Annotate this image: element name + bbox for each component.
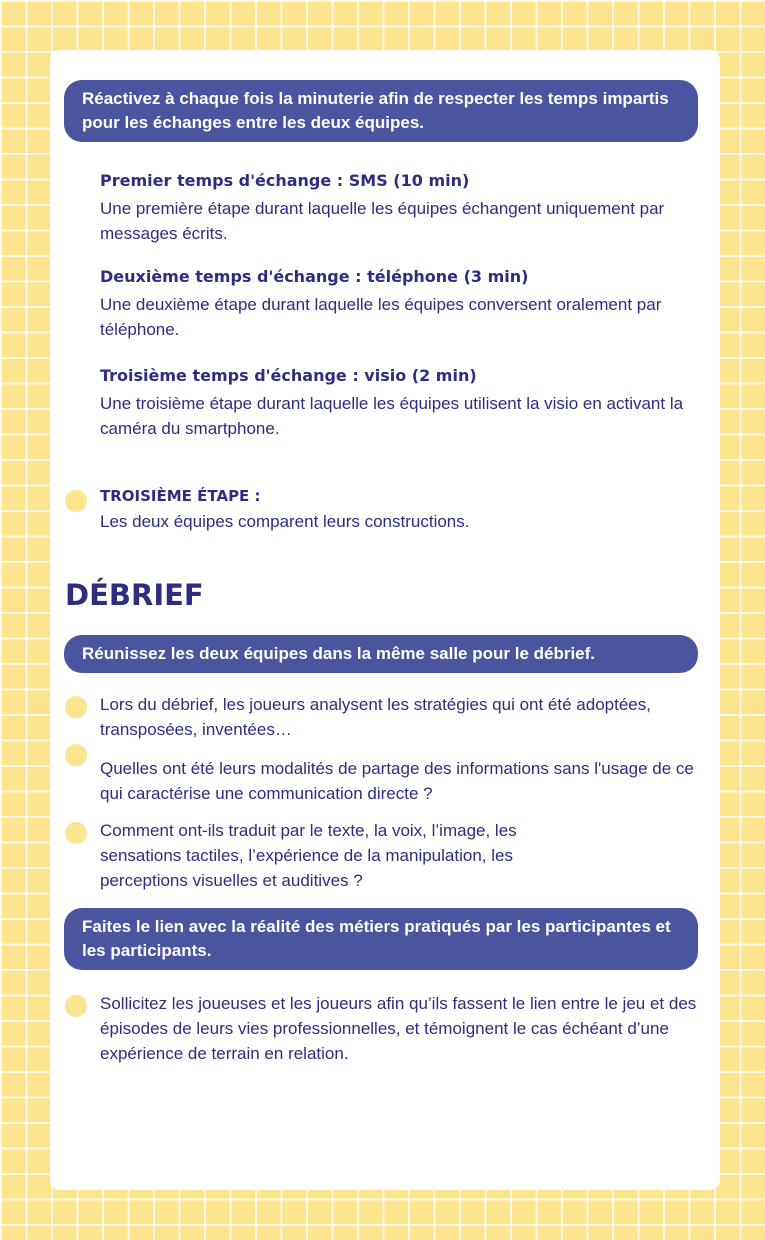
debrief-instruction-banner: Réunissez les deux équipes dans la même salle pour le débrief. bbox=[64, 635, 698, 673]
exchange-3-text: Une troisième étape durant laquelle les équipes utilisent la visio en activant la caméra du smartphone. bbox=[100, 394, 684, 438]
reality-link-banner: Faites le lien avec la réalité des métiers pratiqués par les participantes et les participants. bbox=[64, 908, 698, 970]
step-3-title: TROISIÈME ÉTAPE : bbox=[100, 487, 261, 505]
exchange-1 bbox=[100, 170, 700, 246]
timer-instruction-banner: Réactivez à chaque fois la minuterie afin de respecter les temps impartis pour les échanges entre les deux équipes. bbox=[64, 80, 698, 142]
exchange-1-text: Une première étape durant laquelle les équipes échangent uniquement par messages écrits. bbox=[100, 199, 665, 243]
step-3 bbox=[100, 484, 705, 534]
exchange-2 bbox=[100, 266, 700, 342]
debrief-item-2: Quelles ont été leurs modalités de partage des informations sans l'usage de ce qui caractérise une communication directe ? bbox=[100, 759, 694, 803]
bullet-dot-icon bbox=[65, 995, 87, 1017]
bullet-dot-icon bbox=[65, 822, 87, 844]
bullet-dot-icon bbox=[65, 744, 87, 766]
exchange-1-title: Premier temps d'échange : SMS (10 min) bbox=[100, 171, 470, 190]
final-item: Sollicitez les joueuses et les joueurs afin qu’ils fassent le lien entre le jeu et des épisodes de leurs vies professionnelles, et témoignent le cas échéant d’une expérience de terrain en relation. bbox=[100, 994, 697, 1063]
debrief-item-3: Comment ont-ils traduit par le texte, la voix, l’image, les sensations tactiles, l’expérience de la manipulation, les perceptions visuelles et auditives ? bbox=[100, 821, 517, 890]
debrief-heading: DÉBRIEF bbox=[65, 578, 204, 612]
content-card bbox=[50, 50, 720, 1190]
step-3-text: Les deux équipes comparent leurs constructions. bbox=[100, 512, 470, 531]
exchange-3 bbox=[100, 365, 700, 441]
exchange-2-text: Une deuxième étape durant laquelle les équipes conversent oralement par téléphone. bbox=[100, 295, 662, 339]
debrief-item-1: Lors du débrief, les joueurs analysent les stratégies qui ont été adoptées, transposées, inventées… bbox=[100, 695, 651, 739]
exchange-2-title: Deuxième temps d'échange : téléphone (3 min) bbox=[100, 267, 529, 286]
exchange-3-title: Troisième temps d'échange : visio (2 min) bbox=[100, 366, 477, 385]
bullet-dot-icon bbox=[65, 490, 87, 512]
bullet-dot-icon bbox=[65, 696, 87, 718]
